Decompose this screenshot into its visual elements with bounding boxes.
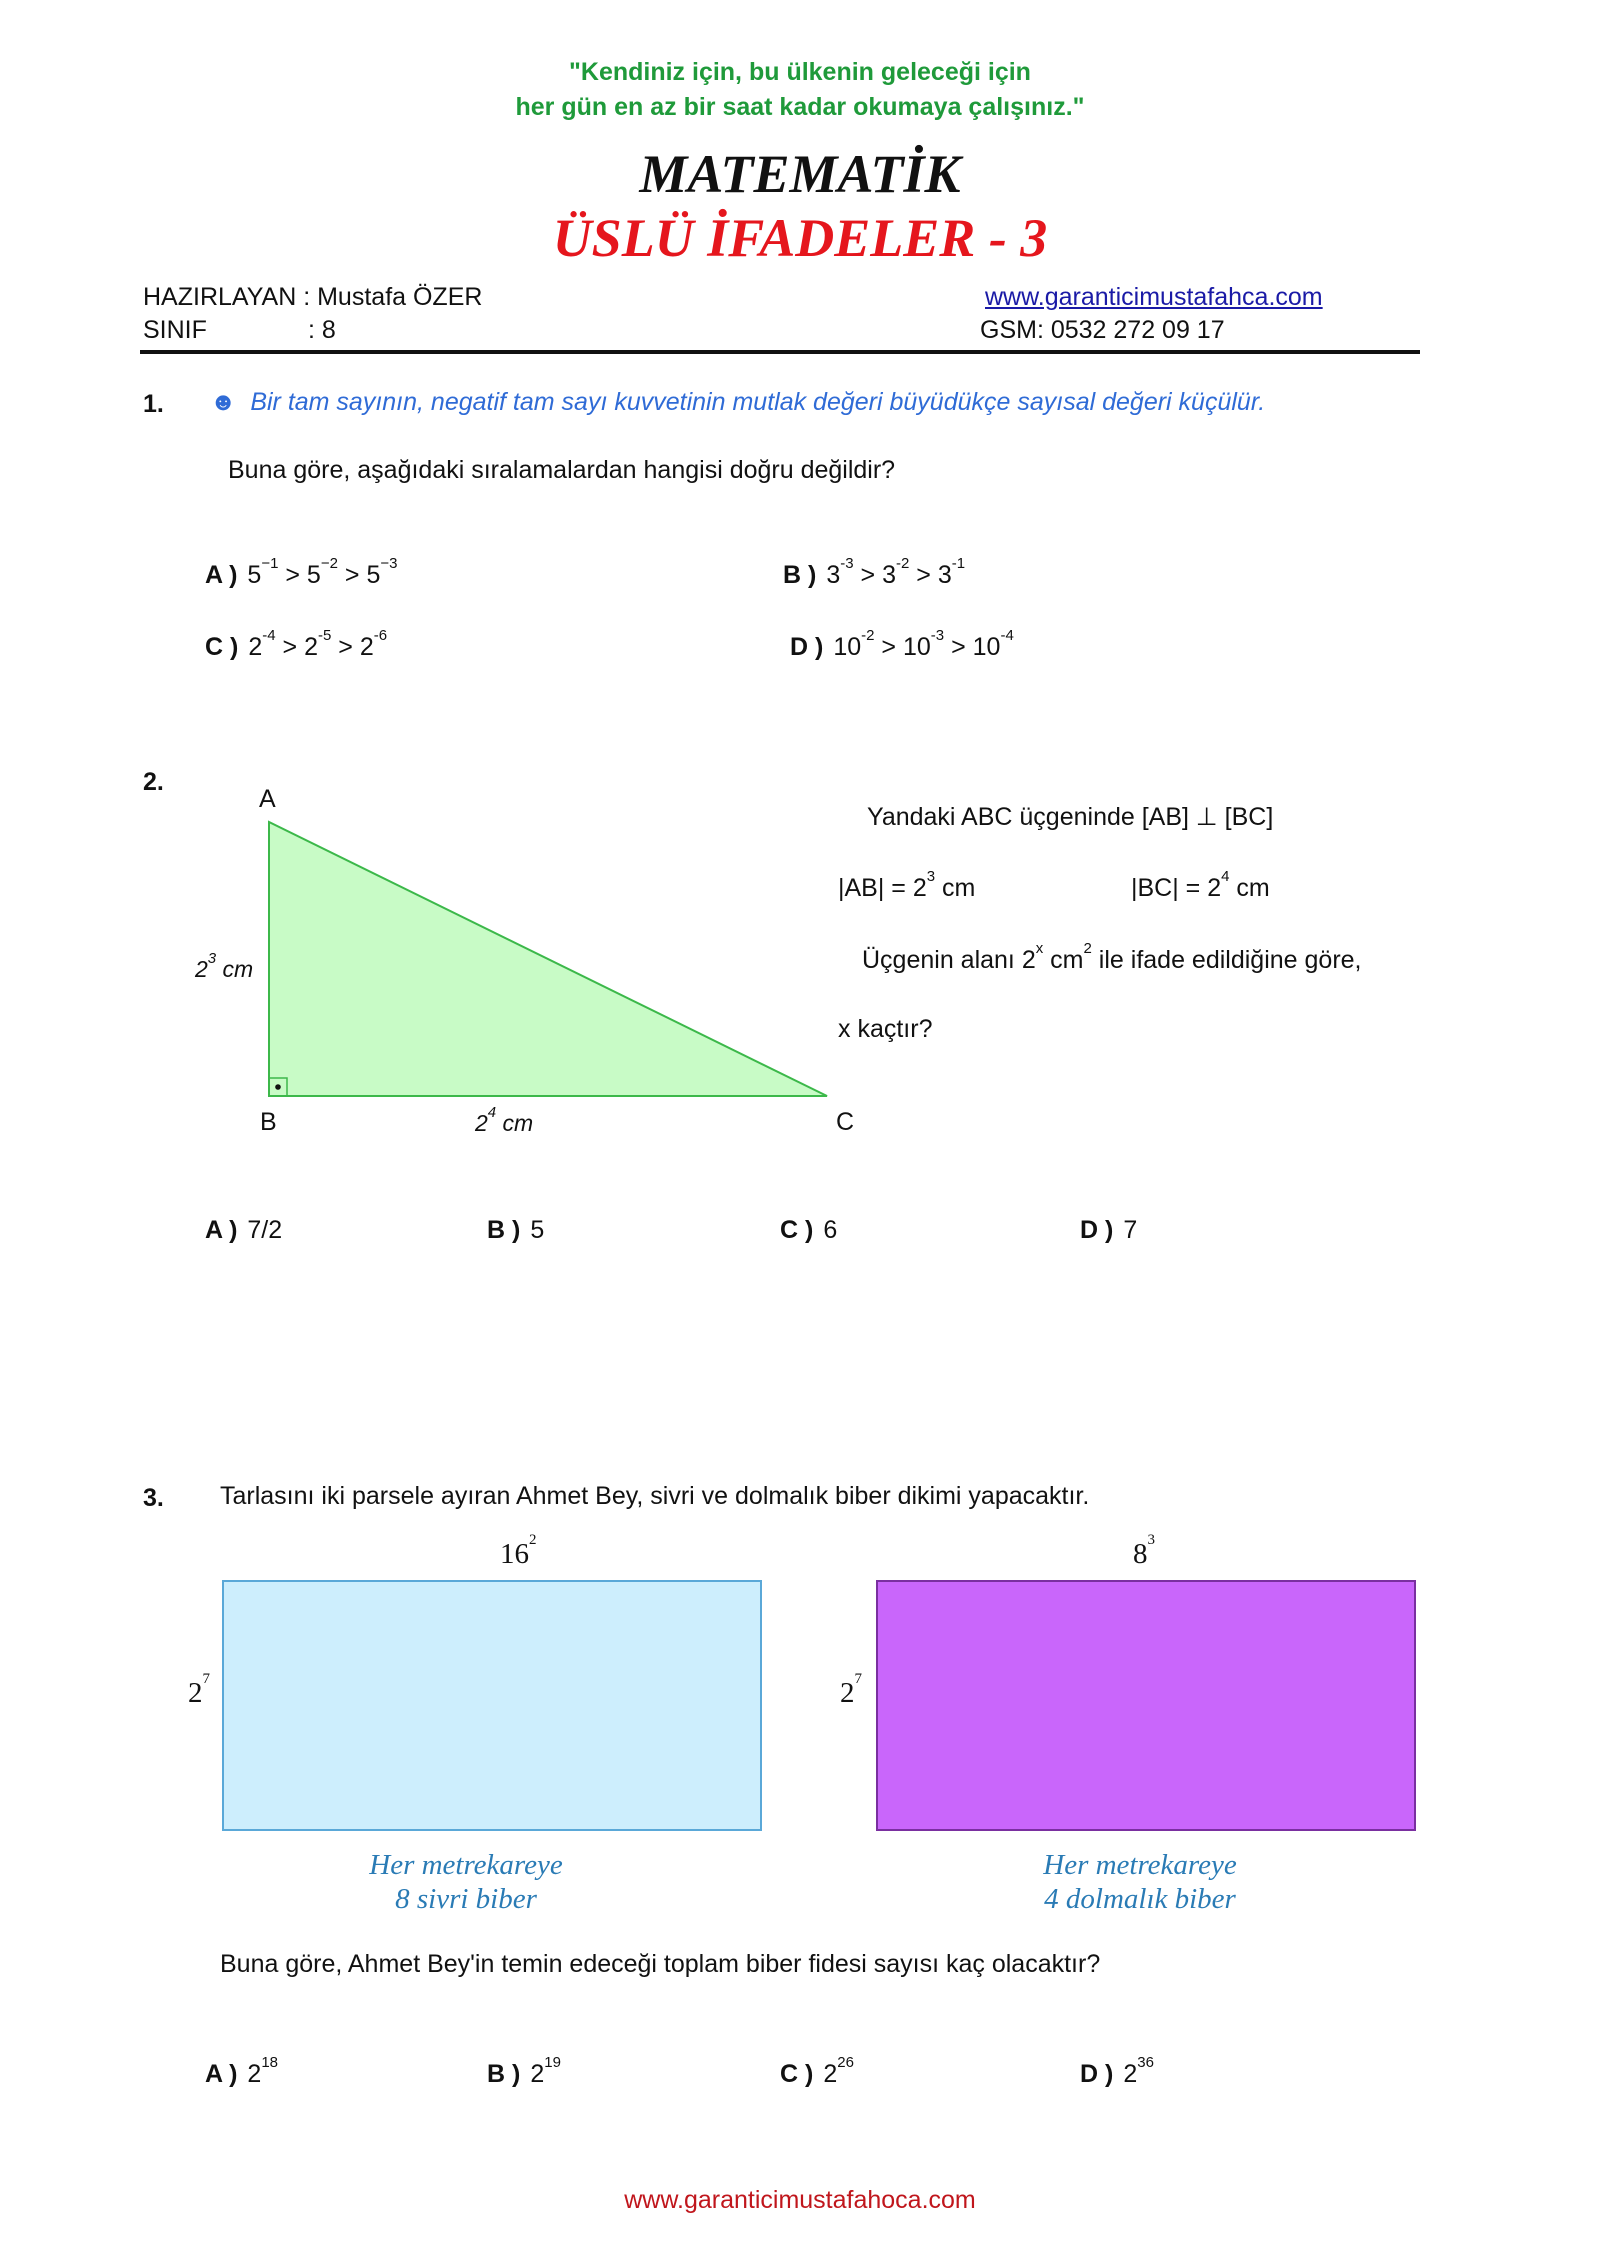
q2-option-b[interactable]: [487, 1216, 544, 1245]
topic-title: ÜSLÜ İFADELER - 3: [552, 208, 1048, 268]
option-label: D ): [1080, 2060, 1114, 2088]
option-label: A ): [205, 1216, 238, 1244]
q2-option-c[interactable]: [780, 1216, 837, 1245]
gsm-number: GSM: 0532 272 09 17: [980, 316, 1225, 344]
power-exponent: -2: [895, 555, 910, 572]
power-base: 2: [359, 633, 374, 661]
power-base: 3: [882, 561, 896, 589]
plot1-height-label: $2^7$: [188, 1671, 210, 1709]
greater-than-sign: >: [331, 633, 360, 661]
question-1-number: 1.: [143, 390, 164, 418]
power-base: 2: [823, 2060, 838, 2088]
power-base: 3: [826, 561, 841, 589]
sivri-biber-plot: [222, 1580, 762, 1831]
power-exponent: −1: [261, 555, 279, 572]
power-base: 2: [1123, 2060, 1138, 2088]
option-label: A ): [205, 561, 238, 589]
greater-than-sign: >: [853, 561, 883, 589]
option-label: B ): [487, 1216, 521, 1244]
website-link[interactable]: www.garanticimustafahca.com: [985, 283, 1323, 311]
triangle-abc: [269, 822, 827, 1096]
smiley-icon: ☻: [210, 388, 237, 416]
power-exponent: −2: [320, 555, 338, 572]
power-base: 5: [247, 561, 262, 589]
plot2-caption: Her metrekareye 4 dolmalık biber: [1043, 1849, 1237, 1915]
author-label: HAZIRLAYAN : Mustafa ÖZER: [143, 283, 483, 311]
power-exponent: -4: [262, 627, 276, 644]
vertex-a-label: A: [259, 785, 276, 813]
q2-option-d[interactable]: [1080, 1216, 1137, 1245]
power-exponent: -1: [951, 555, 966, 572]
plot2-width-label: $8^3$: [1133, 1532, 1155, 1570]
option-label: A ): [205, 2060, 238, 2088]
motto-line-1: "Kendiniz için, bu ülkenin geleceği için: [569, 58, 1031, 86]
q2-question: x kaçtır?: [838, 1015, 933, 1043]
power-exponent: 36: [1137, 2054, 1154, 2071]
power-exponent: 19: [544, 2054, 561, 2071]
question-3-text: Tarlasını iki parsele ayıran Ahmet Bey, sivri ve dolmalık biber dikimi yapacaktır.: [220, 1482, 1090, 1510]
power-base: 10: [833, 633, 862, 661]
question-3-number: 3.: [143, 1484, 164, 1512]
subject-title: MATEMATİK: [639, 144, 961, 204]
q2-bc-length: $|BC| = 2^4$ cm: [1131, 868, 1270, 902]
q3-option-d[interactable]: [1080, 2054, 1154, 2089]
side-ab-label: $2^3$ cm: [195, 950, 254, 982]
plot1-caption: Her metrekareye 8 sivri biber: [369, 1849, 563, 1915]
power-base: 2: [247, 2060, 262, 2088]
power-exponent: −3: [380, 555, 398, 572]
option-value: 5: [530, 1216, 545, 1244]
vertex-c-label: C: [836, 1108, 855, 1136]
power-exponent: 26: [837, 2054, 854, 2071]
q2-statement-perpendicular: Yandaki ABC üçgeninde [AB] ⊥ [BC]: [867, 803, 1274, 831]
greater-than-sign: >: [874, 633, 903, 661]
power-base: 2: [530, 2060, 545, 2088]
power-base: 2: [304, 633, 318, 661]
q2-area-statement: Üçgenin alanı 2$^x$ $cm^2$ ile ifade edildiğine göre,: [862, 940, 1362, 974]
side-bc-label: $2^4$ cm: [475, 1104, 534, 1136]
power-exponent: -3: [840, 555, 854, 572]
option-value: 7: [1123, 1216, 1138, 1244]
power-exponent: -6: [373, 627, 388, 644]
vertex-b-label: B: [260, 1108, 277, 1136]
question-2-number: 2.: [143, 768, 164, 796]
question-3-question: Buna göre, Ahmet Bey'in temin edeceği toplam biber fidesi sayısı kaç olacaktır?: [220, 1950, 1101, 1978]
option-label: D ): [1080, 1216, 1114, 1244]
power-base: 3: [937, 561, 952, 589]
footer-url[interactable]: www.garanticimustafahoca.com: [624, 2186, 976, 2214]
greater-than-sign: >: [337, 561, 367, 589]
greater-than-sign: >: [909, 561, 938, 589]
power-exponent: -5: [317, 627, 332, 644]
dolmalik-biber-plot: [876, 1580, 1416, 1831]
note-text: Bir tam sayının, negatif tam sayı kuvvetinin mutlak değeri büyüdükçe sayısal değeri küçülür.: [250, 388, 1266, 416]
greater-than-sign: >: [278, 561, 307, 589]
q3-option-c[interactable]: [780, 2054, 854, 2089]
power-exponent: 18: [261, 2054, 278, 2071]
power-base: 10: [902, 633, 931, 661]
plot1-width-label: $16^2$: [500, 1532, 537, 1570]
power-exponent: -4: [1000, 627, 1014, 644]
q2-option-a[interactable]: [205, 1216, 282, 1245]
power-base: 5: [306, 561, 321, 589]
power-exponent: -3: [930, 627, 945, 644]
option-label: C ): [780, 1216, 814, 1244]
greater-than-sign: >: [944, 633, 973, 661]
option-value: 7/2: [247, 1216, 283, 1244]
right-angle-dot: [275, 1084, 281, 1090]
power-base: 10: [972, 633, 1001, 661]
question-1-text: Buna göre, aşağıdaki sıralamalardan hangisi doğru değildir?: [228, 456, 896, 484]
power-base: 5: [366, 561, 381, 589]
power-base: 2: [248, 633, 263, 661]
q3-option-a[interactable]: [205, 2054, 278, 2089]
option-label: B ): [783, 561, 817, 589]
plot2-height-label: $2^7$: [840, 1671, 862, 1709]
power-exponent: -2: [861, 627, 875, 644]
grade-value: : 8: [308, 316, 336, 344]
option-label: B ): [487, 2060, 521, 2088]
q3-option-b[interactable]: [487, 2054, 561, 2089]
option-label: C ): [205, 633, 239, 661]
motto-line-2: her gün en az bir saat kadar okumaya çalışınız.": [515, 93, 1085, 121]
option-value: 6: [823, 1216, 838, 1244]
option-label: D ): [790, 633, 824, 661]
greater-than-sign: >: [275, 633, 305, 661]
q2-ab-length: $|AB| = 2^3$ cm: [838, 868, 976, 902]
grade-label: SINIF: [143, 316, 207, 344]
option-label: C ): [780, 2060, 814, 2088]
